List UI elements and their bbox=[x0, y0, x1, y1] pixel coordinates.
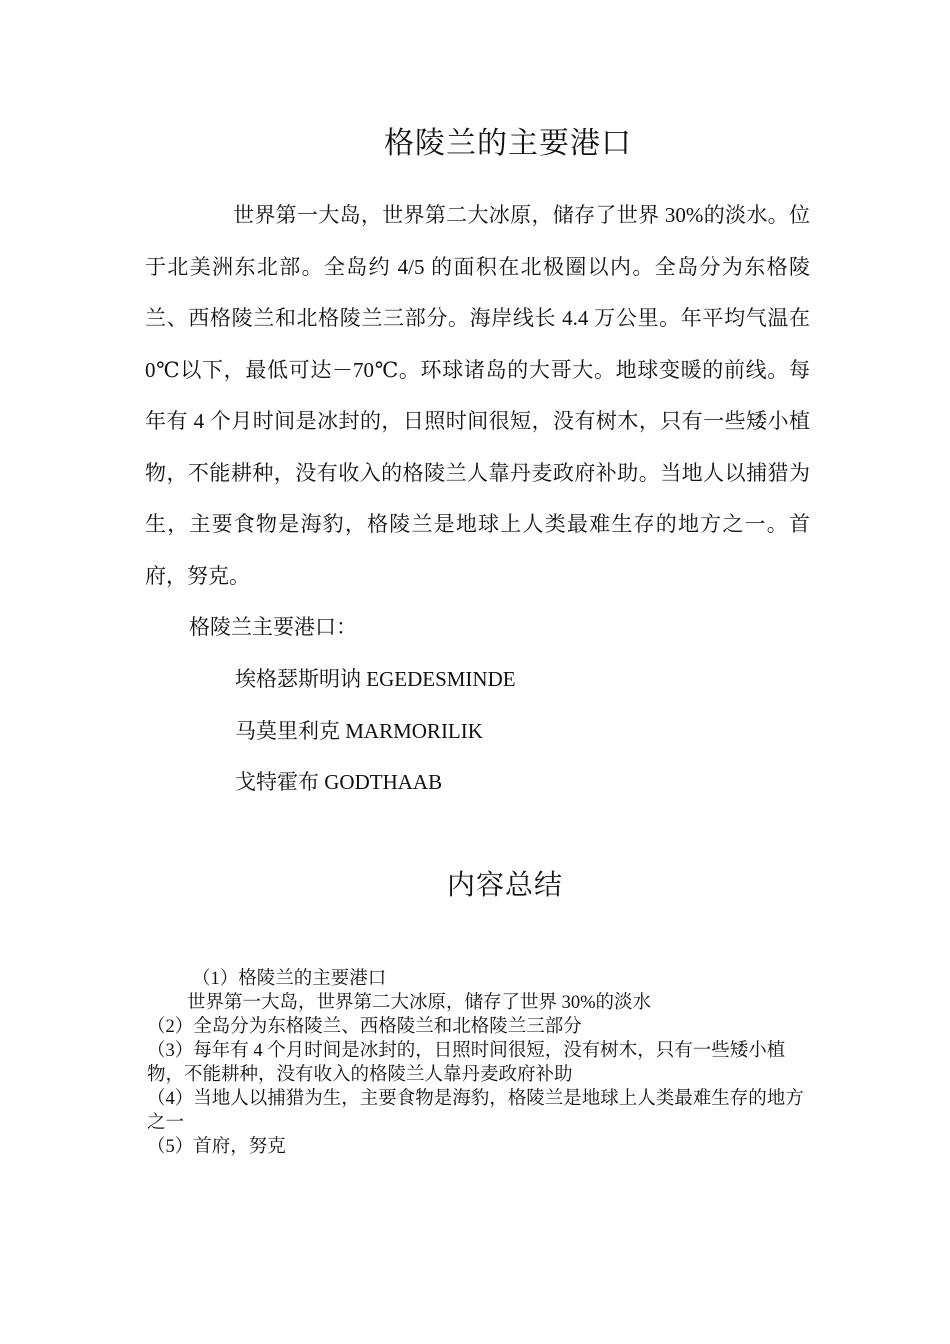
summary-item: 世界第一大岛，世界第二大冰原，储存了世界 30%的淡水 bbox=[187, 993, 652, 1013]
summary-item: （2）全岛分为东格陵兰、西格陵兰和北格陵兰三部分 bbox=[147, 1017, 582, 1037]
port-item: 马莫里利克 MARMORILIK bbox=[235, 718, 483, 743]
summary-item: （1）格陵兰的主要港口 bbox=[192, 969, 387, 989]
body-paragraph: 世界第一大岛，世界第二大冰原，储存了世界 30%的淡水。位于北美洲东北部。全岛约 4/5 的面积在北极圈以内。全岛分为东格陵兰、西格陵兰和北格陵兰三部分。海岸线长 4.4 万公里。年平均气温在 0℃以下，最低可达－70℃。环球诸岛的大哥大。地球变暖的前线。每年有 4 个月时间是冰封的，日照时间很短，没有树木，只有一些矮小植物，不能耕种，没有收入的格陵兰人靠丹麦政府补助。当地人以捕猎为生，主要食物是海豹，格陵兰是地球上人类最难生存的地方之一。首府，努克。 bbox=[145, 203, 810, 588]
port-item: 戈特霍布 GODTHAAB bbox=[235, 770, 443, 794]
ports-heading: 格陵兰主要港口： bbox=[189, 615, 357, 639]
summary-item: （3）每年有 4 个月时间是冰封的，日照时间很短，没有树木，只有一些矮小植物，不能耕种，没有收入的格陵兰人靠丹麦政府补助 bbox=[147, 1041, 786, 1085]
summary-item: （4）当地人以捕猎为生，主要食物是海豹，格陵兰是地球上人类最难生存的地方之一 bbox=[147, 1089, 804, 1133]
port-item: 埃格瑟斯明讷 EGEDESMINDE bbox=[235, 667, 516, 691]
document-title: 格陵兰的主要港口 bbox=[384, 127, 632, 160]
summary-list bbox=[147, 967, 807, 1159]
summary-item: （5）首府，努克 bbox=[147, 1137, 286, 1157]
ports-list bbox=[235, 654, 516, 809]
summary-title: 内容总结 bbox=[446, 870, 563, 901]
